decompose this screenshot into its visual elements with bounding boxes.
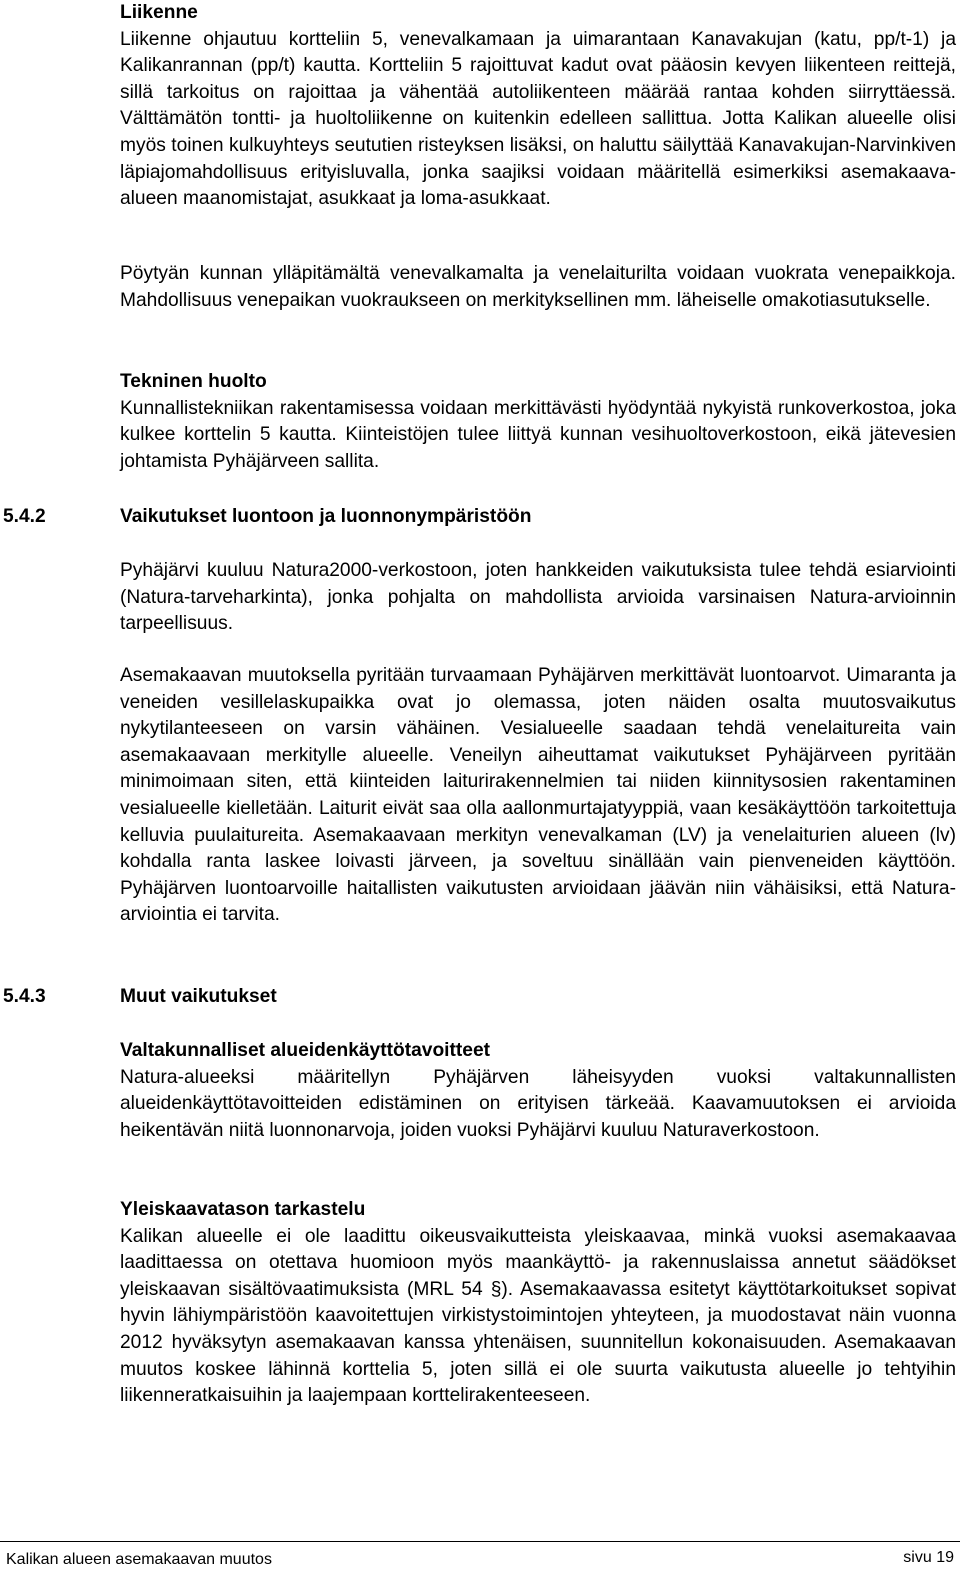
venepaikat-paragraph: Pöytyän kunnan ylläpitämältä venevalkamalta ja venelaiturilta voidaan vuokrata venepaikkoja. Mahdollisuus venepaikan vuokraukseen on merkityksellinen mm. läheiselle omakotiasutukselle. [120,263,956,311]
liikenne-block [120,0,956,213]
vat-paragraph: Natura-alueeksi määritellyn Pyhäjärven läheisyyden vuoksi valtakunnallisten alueidenkäyttötavoitteiden edistäminen on erityisen tärkeää. Kaavamuutoksen ei arvioida heikentävän niitä luonnonarvoja, joiden vuoksi Pyhäjärvi kuuluu Naturaverkostoon. [120,1066,956,1141]
tekninen-heading: Tekninen huolto [120,371,267,392]
natura-paragraph: Pyhäjärvi kuuluu Natura2000-verkostoon, joten hankkeiden vaikutuksista tulee tehdä esiarviointi (Natura-tarveharkinta), jonka pohjalta on mahdollista arvioida varsinaisen Natura-arvioinnin tarpeellisuus. [120,560,956,635]
section-title-542: Vaikutukset luontoon ja luonnonympäristöön [120,506,532,527]
yleiskaava-block [120,1197,956,1410]
section-number-543: 5.4.3 [3,986,46,1007]
section-number-542: 5.4.2 [3,506,46,527]
liikenne-paragraph: Liikenne ohjautuu kortteliin 5, venevalkamaan ja uimarantaan Kanavakujan (katu, pp/t-1) ja Kalikanrannan (pp/t) kautta. Kortteliin 5 rajoittuvat kadut ovat pääosin kevyen liikenteen reittejä, sillä tarkoitus on rajoittaa ja vähentää autoliikenteen määrää rantaa kohden siirryttäessä. Välttämätön tontti- ja huoltoliikenne on kuitenkin edelleen sallittua. Jotta Kalikan alueelle olisi myös toinen kulkuyhteys seututien risteyksen lisäksi, on haluttu säilyttää Kanavakujan-Narvinkiven läpiajomahdollisuus erityisluvalla, jonka saajiksi voidaan määritellä esimerkiksi asemakaava-alueen maanomistajat, asukkaat ja loma-asukkaat. [120,28,956,210]
tekninen-paragraph: Kunnallistekniikan rakentamisessa voidaan merkittävästi hyödyntää nykyistä runkoverkostoa, joka kulkee korttelin 5 kautta. Kiinteistöjen tulee liittyä kunnan vesihuoltoverkostoon, eikä jätevesien johtamista Pyhäjärveen sallita. [120,397,956,472]
luontoarvot-block [120,663,956,929]
liikenne-heading: Liikenne [120,2,198,23]
venepaikat-block [120,261,956,314]
vat-heading: Valtakunnalliset alueidenkäyttötavoitteet [120,1040,491,1061]
vat-block [120,1038,956,1144]
footer-page-number: sivu 19 [903,1549,954,1566]
page-footer [0,1541,960,1568]
yleiskaava-paragraph: Kalikan alueelle ei ole laadittu oikeusvaikutteista yleiskaavaa, minkä vuoksi asemakaavaa laadittaessa on otettava huomioon myös maankäyttö- ja rakennuslaissa annetut säädökset yleiskaavan sisältövaatimuksista (MRL 54 §). Asemakaavassa esitetyt käyttötarkoitukset sopivat hyvin lähiympäristöön kaavoitettujen virkistystoimintojen yhteyteen, ja muodostavat näin vuonna 2012 hyväksytyn asemakaavan kanssa yhtenäisen, suunnitellun kokonaisuuden. Asemakaavan muutos koskee lähinnä korttelia 5, joten sillä ei ole suurta vaikutusta alueelle jo tehtyihin liikenneratkaisuihin ja laajempaan korttelirakenteeseen. [120,1225,956,1407]
luontoarvot-paragraph: Asemakaavan muutoksella pyritään turvaamaan Pyhäjärven merkittävät luontoarvot. Uimaranta ja veneiden vesillelaskupaikka ovat jo olemassa, joten näiden osalta muutosvaikutus nykytilanteeseen on varsin vähäinen. Vesialueelle saadaan tehdä venelaitureita vain asemakaavaan merkitylle alueelle. Veneilyn aiheuttamat vaikutukset Pyhäjärveen pyritään minimoimaan siten, että kiinteiden laiturirakennelmien tai niiden kiinnitysosien rakentaminen vesialueelle kielletään. Laiturit eivät saa olla aallonmurtajatyyppiä, vaan kesäkäyttöön tarkoitettuja kelluvia puulaitureita. Asemakaavaan merkityn venevalkaman (LV) ja venelaiturien alueen (lv) kohdalla ranta laskee loivasti järveen, ja soveltuu sinällään vain pienveneiden käyttöön. Pyhäjärven luontoarvoille haitallisten vaikutusten arvioidaan jäävän niin vähäisiksi, että Natura-arviointia ei tarvita. [120,665,956,926]
section-title-543: Muut vaikutukset [120,986,277,1007]
yleiskaava-heading: Yleiskaavatason tarkastelu [120,1199,366,1220]
natura-block [120,558,956,638]
footer-document-title: Kalikan alueen asemakaavan muutos [6,1551,272,1568]
tekninen-block [120,369,956,475]
